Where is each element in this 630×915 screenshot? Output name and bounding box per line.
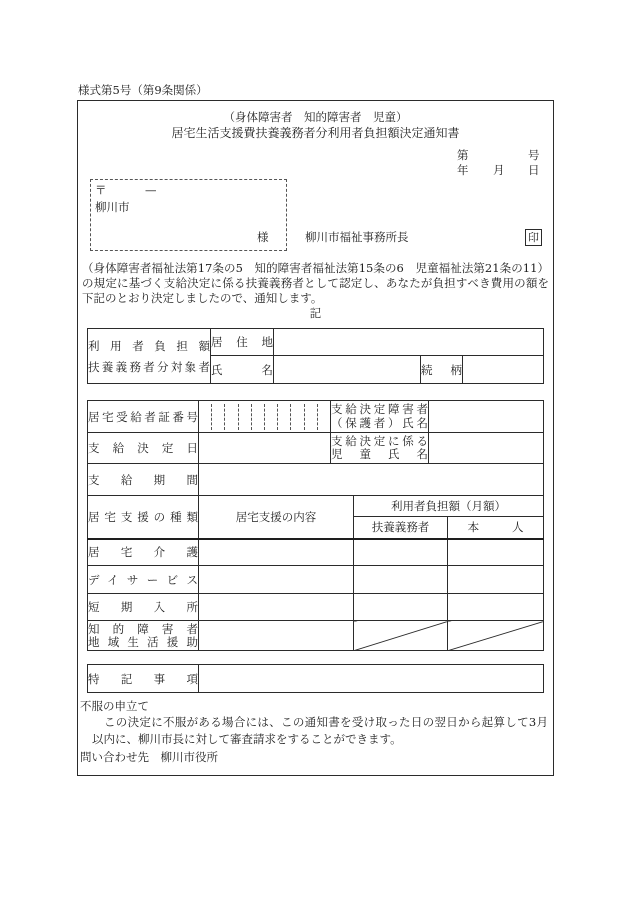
target-group-label-cell — [88, 329, 211, 384]
digit-box — [265, 404, 278, 430]
name-label-cell — [211, 356, 274, 384]
recipient-name-label-line-2: （保護者）氏名 — [331, 415, 428, 430]
period-label: 支給期間 — [88, 472, 198, 487]
self-burden-cell-struck — [448, 621, 544, 651]
guardian-burden-cell — [354, 539, 448, 566]
digit-box — [318, 404, 330, 430]
decision-date-label: 支給決定日 — [88, 441, 198, 455]
service-content-cell — [199, 621, 354, 651]
period-label-cell — [88, 464, 199, 496]
target-person-table — [87, 328, 544, 384]
child-name-label-line-1: 支給決定に係る — [331, 433, 428, 448]
target-group-label-line-2: 扶養義務者分対象者 — [88, 359, 210, 374]
service-label-cell — [88, 594, 199, 621]
service-type-header-cell — [88, 496, 199, 539]
self-header: 本人 — [467, 520, 524, 535]
digit-box-row — [199, 404, 330, 430]
service-label: 短期入所 — [88, 600, 198, 614]
issuer-name: 柳川市福祉事務所長 — [305, 230, 409, 244]
period-value-cell — [199, 464, 544, 496]
guardian-burden-cell — [354, 566, 448, 594]
decision-date-value-cell — [199, 433, 331, 464]
service-label-cell — [88, 621, 199, 651]
relation-label-cell — [421, 356, 463, 384]
guardian-burden-cell-struck — [354, 621, 448, 651]
recipient-name-label-line-1: 支給決定障害者 — [331, 402, 428, 416]
digit-box — [252, 404, 265, 430]
address-label-cell — [211, 329, 274, 356]
service-label: デイサービス — [88, 572, 198, 587]
seal-mark: 印 — [525, 229, 542, 246]
recipient-name-value-cell — [429, 401, 544, 433]
table-row — [88, 464, 544, 496]
table-row — [88, 433, 544, 464]
digit-box — [239, 404, 252, 430]
service-detail-table — [87, 400, 544, 651]
target-group-label-line-1: 利用者負担額 — [88, 338, 210, 353]
service-content-header: 居宅支援の内容 — [199, 496, 354, 539]
guardian-burden-cell — [354, 594, 448, 621]
objection-text-line-2: 以内に、柳川市長に対して審査請求をすることができます。 — [92, 732, 402, 746]
notice-text-line-2: の規定に基づく支給決定に係る扶養義務者として認定し、あなたが負担すべき費用の額を — [82, 276, 549, 290]
table-row — [88, 539, 544, 566]
certificate-number-digits — [199, 401, 331, 433]
address-value-cell — [274, 329, 544, 356]
doc-number-suffix: 号 — [528, 148, 540, 162]
postal-separator: — — [145, 183, 157, 197]
table-row — [88, 329, 544, 356]
notice-text-line-1: （身体障害者福祉法第17条の5 知的障害者福祉法第15条の6 児童福祉法第21条の11） — [82, 261, 549, 275]
self-burden-cell — [448, 566, 544, 594]
table-row — [88, 566, 544, 594]
remarks-label: 特記事項 — [88, 671, 198, 686]
form-number: 様式第5号（第9条関係） — [78, 83, 208, 97]
name-value-cell — [274, 356, 421, 384]
service-label: 居宅介護 — [88, 545, 198, 560]
digit-box — [305, 404, 318, 430]
doc-number-prefix: 第 — [457, 148, 469, 162]
service-label-line-2: 地域生活援助 — [88, 634, 198, 649]
applicable-categories: （身体障害者 知的障害者 児童） — [223, 110, 408, 124]
service-content-cell — [199, 539, 354, 566]
table-row — [88, 665, 544, 693]
service-label-line-1: 知的障害者 — [88, 621, 198, 636]
table-row — [88, 594, 544, 621]
guardian-header: 扶養義務者 — [354, 517, 448, 539]
addressee-honorific: 様 — [257, 230, 269, 244]
self-header-cell — [448, 517, 544, 539]
certificate-number-label: 居宅受給者証番号 — [88, 409, 198, 424]
service-type-header: 居宅支援の種類 — [88, 509, 198, 524]
relation-value-cell — [463, 356, 544, 384]
objection-text-line-1: この決定に不服がある場合には、この通知書を受け取った日の翌日から起算して3月 — [104, 715, 548, 729]
postal-mark: 〒 — [95, 183, 107, 197]
date-month: 月 — [493, 163, 505, 177]
digit-box — [278, 404, 291, 430]
contact-info: 問い合わせ先 柳川市役所 — [80, 750, 218, 764]
child-name-value-cell — [429, 433, 544, 464]
self-burden-cell — [448, 539, 544, 566]
ki-label: 記 — [309, 306, 322, 320]
document-title: 居宅生活支援費扶養義務者分利用者負担額決定通知書 — [171, 126, 460, 140]
table-row — [88, 401, 544, 433]
name-label: 氏名 — [211, 362, 273, 377]
date-day: 日 — [528, 163, 540, 177]
relation-label: 続柄 — [421, 362, 462, 377]
digit-box — [212, 404, 225, 430]
certificate-number-label-cell — [88, 401, 199, 433]
recipient-name-label-cell — [331, 401, 429, 433]
child-name-label-line-2: 児童氏名 — [331, 447, 428, 461]
notice-text-line-3: 下記のとおり決定しましたので、通知します。 — [82, 291, 323, 305]
self-burden-cell — [448, 594, 544, 621]
service-content-cell — [199, 594, 354, 621]
service-content-cell — [199, 566, 354, 594]
remarks-table — [87, 664, 544, 693]
table-header-row — [88, 496, 544, 517]
service-label-cell — [88, 566, 199, 594]
decision-date-label-cell — [88, 433, 199, 464]
addressee-city: 柳川市 — [95, 200, 130, 214]
service-label-cell — [88, 539, 199, 566]
remarks-value-cell — [199, 665, 544, 693]
digit-box — [225, 404, 238, 430]
digit-box — [199, 404, 212, 430]
remarks-label-cell — [88, 665, 199, 693]
digit-box — [291, 404, 304, 430]
child-name-label-cell — [331, 433, 429, 464]
table-row — [88, 621, 544, 651]
date-year: 年 — [457, 163, 469, 177]
objection-heading: 不服の申立て — [80, 699, 149, 713]
burden-header: 利用者負担額（月額） — [354, 496, 544, 517]
address-label: 居住地 — [211, 335, 273, 349]
